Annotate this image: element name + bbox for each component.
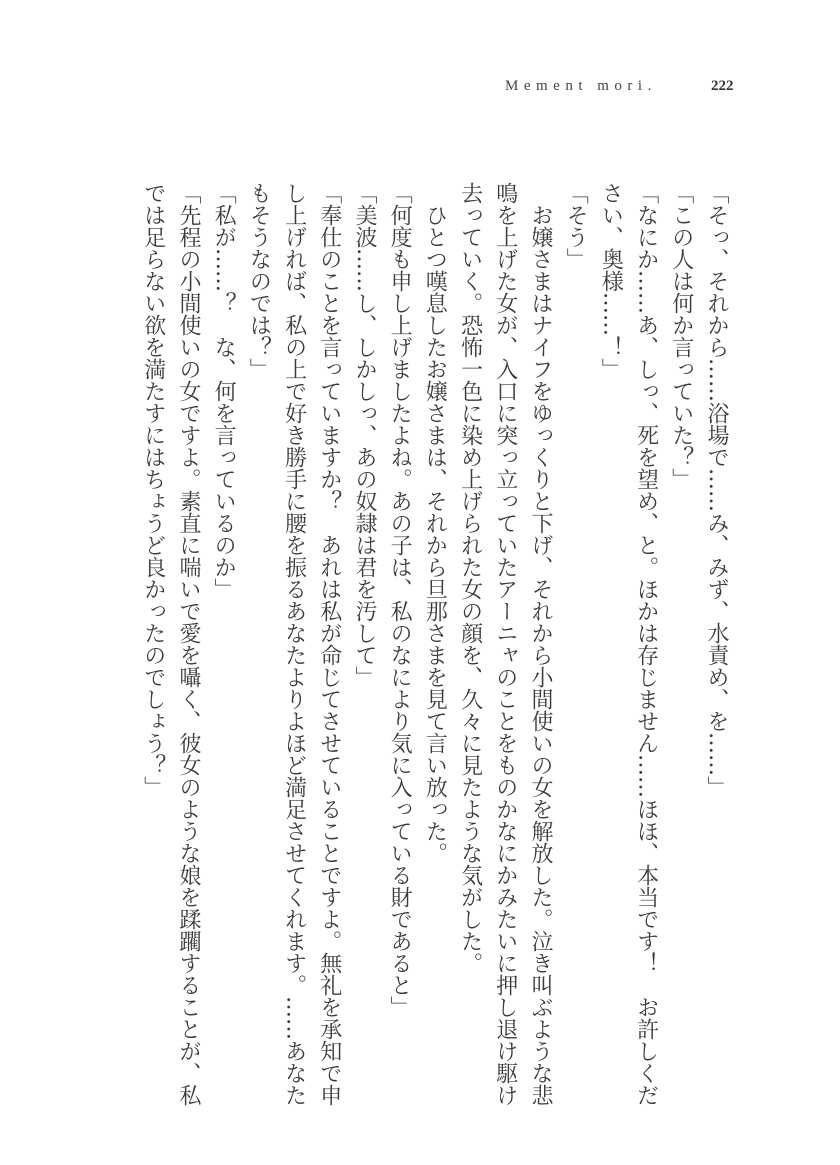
text-line: さい、奥様……！」 [598,182,624,380]
text-line: もそうなのでは？」 [246,182,272,380]
text-line: 「私が……？ な、何を言っているのか」 [211,182,237,600]
text-line: 「この人は何か言っていた？」 [668,182,694,490]
text-line: 「美波……し、しかしっ、あの奴隷は君を汚して」 [351,182,377,688]
text-line: 去っていく。恐怖一色に染め上げられた女の顔を、久々に見たような気がした。 [457,182,483,974]
text-line: 鳴を上げた女が、入口に突っ立っていたアーニャのことをものかなにかみたいに押し退け駆け [492,182,518,1106]
text-line: 「そっ、それから……浴場で……み、みず、水責め、を……」 [704,182,729,798]
text-line: 「奉仕のことを言っていますか？ あれは私が命じてさせていることですよ。無礼を承知で申 [316,182,342,1106]
running-title: Mement mori. [505,78,657,94]
text-line: ひとつ嘆息したお嬢さまは、それから旦那さまを見て言い放った。 [422,182,448,864]
text-line: し上げれば、私の上で好き勝手に腰を振るあなたよりよほど満足させてくれます。……あなた [281,182,307,1106]
text-line: では足らない欲を満たすにはちょうど良かったのでしょう？」 [140,182,166,798]
body-text [136,182,734,1106]
text-line: 「先程の小間使いの女ですよ。素直に喘いで愛を囁く、彼女のような娘を蹂躙することが、私 [175,182,201,1106]
text-line: 「何度も申し上げましたよね。あの子は、私のなにより気に入っている財であると」 [387,182,413,1018]
text-line: お嬢さまはナイフをゆっくりと下げ、それから小間使いの女を解放した。泣き叫ぶような悲 [527,182,553,1106]
page-number: 222 [711,78,734,94]
text-line: 「そう」 [563,182,589,270]
text-line: 「なにか……あ、しっ、死を望め、と。ほかは存じません……ほほ、本当です！ お許しくだ [633,182,659,1106]
